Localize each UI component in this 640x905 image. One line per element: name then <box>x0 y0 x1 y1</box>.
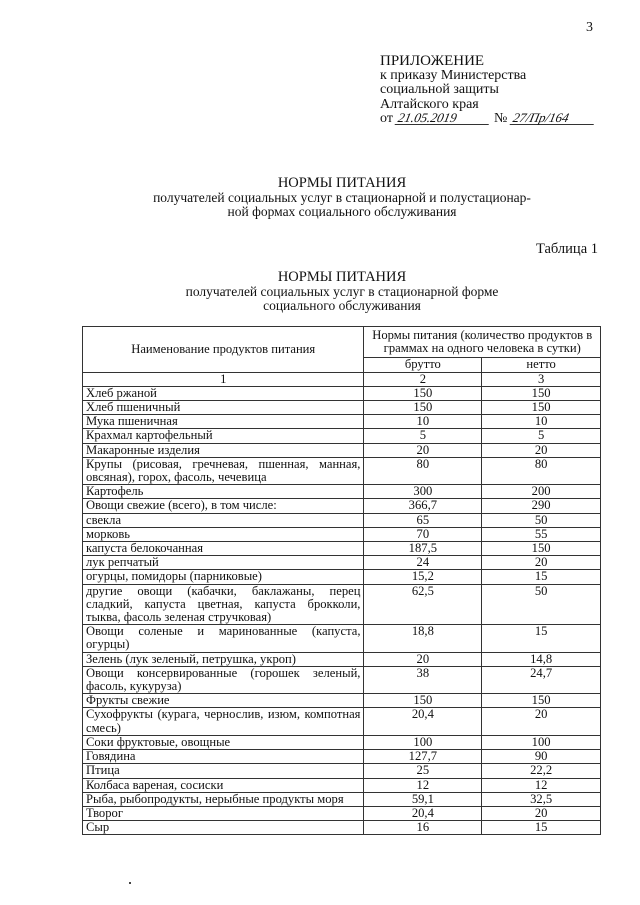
product-name: Крупы (рисовая, гречневая, пшенная, манная, овсяная), горох, фасоль, чечевица <box>83 457 364 484</box>
table-row <box>83 457 601 484</box>
table-row <box>83 429 601 443</box>
product-name: Овощи консервированные (горошек зеленый, фасоль, кукуруза) <box>83 666 364 693</box>
gross-value: 18,8 <box>364 625 482 652</box>
page-number: 3 <box>586 20 593 35</box>
product-name: огурцы, помидоры (парниковые) <box>83 570 364 584</box>
net-value: 150 <box>482 542 601 556</box>
gross-value: 20 <box>364 443 482 457</box>
gross-value: 59,1 <box>364 792 482 806</box>
gross-value: 127,7 <box>364 750 482 764</box>
gross-value: 38 <box>364 666 482 693</box>
net-value: 80 <box>482 457 601 484</box>
product-name: свекла <box>83 513 364 527</box>
header-norms: Нормы питания (количество продуктов в граммах на одного человека в сутки) <box>364 327 601 358</box>
table-row <box>83 556 601 570</box>
gross-value: 20 <box>364 652 482 666</box>
net-value: 50 <box>482 584 601 625</box>
table-row <box>83 386 601 400</box>
net-value: 55 <box>482 527 601 541</box>
appendix-title: ПРИЛОЖЕНИЕ <box>380 53 485 69</box>
net-value: 150 <box>482 401 601 415</box>
table-row <box>83 485 601 499</box>
product-name: Хлеб ржаной <box>83 386 364 400</box>
product-name: Мука пшеничная <box>83 415 364 429</box>
column-number: 3 <box>482 372 601 386</box>
gross-value: 150 <box>364 401 482 415</box>
gross-value: 25 <box>364 764 482 778</box>
gross-value: 187,5 <box>364 542 482 556</box>
table-title: НОРМЫ ПИТАНИЯ <box>277 269 407 285</box>
net-value: 15 <box>482 570 601 584</box>
handwritten-number: 27/Пр/164 <box>509 112 596 125</box>
product-name: Говядина <box>83 750 364 764</box>
net-value: 200 <box>482 485 601 499</box>
net-value: 24,7 <box>482 666 601 693</box>
table-row <box>83 625 601 652</box>
table-row <box>83 415 601 429</box>
table-subtitle-line: социального обслуживания <box>263 298 421 313</box>
main-subtitle-line: получателей социальных услуг в стационарной и полустационар- <box>153 190 531 205</box>
header-gross: брутто <box>364 358 482 372</box>
main-title-block <box>0 176 640 219</box>
table-row <box>83 764 601 778</box>
net-value: 20 <box>482 443 601 457</box>
gross-value: 150 <box>364 694 482 708</box>
table-row <box>83 542 601 556</box>
gross-value: 80 <box>364 457 482 484</box>
gross-value: 300 <box>364 485 482 499</box>
gross-value: 62,5 <box>364 584 482 625</box>
gross-value: 15,2 <box>364 570 482 584</box>
gross-value: 65 <box>364 513 482 527</box>
product-name: Птица <box>83 764 364 778</box>
gross-value: 16 <box>364 821 482 835</box>
product-name: Макаронные изделия <box>83 443 364 457</box>
net-value: 15 <box>482 821 601 835</box>
nutrition-norms-table <box>82 326 601 835</box>
table-row <box>83 513 601 527</box>
table-row <box>83 570 601 584</box>
appendix-line: социальной защиты <box>380 82 499 97</box>
date-prefix: от <box>380 111 393 126</box>
table-row <box>83 584 601 625</box>
gross-value: 20,4 <box>364 708 482 735</box>
table-row <box>83 527 601 541</box>
product-name: Овощи свежие (всего), в том числе: <box>83 499 364 513</box>
table-row <box>83 735 601 749</box>
gross-value: 150 <box>364 386 482 400</box>
net-value: 150 <box>482 386 601 400</box>
product-name: морковь <box>83 527 364 541</box>
gross-value: 70 <box>364 527 482 541</box>
product-name: Хлеб пшеничный <box>83 401 364 415</box>
gross-value: 12 <box>364 778 482 792</box>
gross-value: 10 <box>364 415 482 429</box>
product-name: Фрукты свежие <box>83 694 364 708</box>
net-value: 32,5 <box>482 792 601 806</box>
header-product-name: Наименование продуктов питания <box>83 327 364 373</box>
gross-value: 20,4 <box>364 806 482 820</box>
table-row <box>83 666 601 693</box>
product-name: Зелень (лук зеленый, петрушка, укроп) <box>83 652 364 666</box>
net-value: 90 <box>482 750 601 764</box>
scan-dot <box>129 882 131 884</box>
table-row <box>83 694 601 708</box>
net-value: 12 <box>482 778 601 792</box>
table-subtitle-line: получателей социальных услуг в стационарной форме <box>185 284 499 299</box>
net-value: 20 <box>482 556 601 570</box>
table-label: Таблица 1 <box>535 241 598 257</box>
net-value: 14,8 <box>482 652 601 666</box>
product-name: лук репчатый <box>83 556 364 570</box>
net-value: 290 <box>482 499 601 513</box>
net-value: 20 <box>482 708 601 735</box>
product-name: Крахмал картофельный <box>83 429 364 443</box>
table-title-block <box>0 270 640 313</box>
product-name: Рыба, рыбопродукты, нерыбные продукты моря <box>83 792 364 806</box>
net-value: 22,2 <box>482 764 601 778</box>
product-name: капуста белокочанная <box>83 542 364 556</box>
product-name: Творог <box>83 806 364 820</box>
column-number: 1 <box>83 372 364 386</box>
gross-value: 5 <box>364 429 482 443</box>
product-name: Соки фруктовые, овощные <box>83 735 364 749</box>
net-value: 15 <box>482 625 601 652</box>
product-name: Овощи соленые и маринованные (капуста, огурцы) <box>83 625 364 652</box>
table-row <box>83 806 601 820</box>
net-value: 100 <box>482 735 601 749</box>
order-date-number <box>380 112 595 127</box>
main-title: НОРМЫ ПИТАНИЯ <box>277 175 407 191</box>
net-value: 150 <box>482 694 601 708</box>
gross-value: 24 <box>364 556 482 570</box>
net-value: 10 <box>482 415 601 429</box>
product-name: Картофель <box>83 485 364 499</box>
gross-value: 366,7 <box>364 499 482 513</box>
net-value: 50 <box>482 513 601 527</box>
net-value: 20 <box>482 806 601 820</box>
table-row <box>83 792 601 806</box>
appendix-line: к приказу Министерства <box>380 67 527 83</box>
header-net: нетто <box>482 358 601 372</box>
table-row <box>83 652 601 666</box>
table-row <box>83 443 601 457</box>
table-row <box>83 821 601 835</box>
table-row <box>83 499 601 513</box>
gross-value: 100 <box>364 735 482 749</box>
appendix-block <box>380 54 595 127</box>
table-row <box>83 750 601 764</box>
column-number: 2 <box>364 372 482 386</box>
net-value: 5 <box>482 429 601 443</box>
table-row <box>83 708 601 735</box>
table-row <box>83 778 601 792</box>
product-name: Сыр <box>83 821 364 835</box>
product-name: Колбаса вареная, сосиски <box>83 778 364 792</box>
appendix-line: Алтайского края <box>380 96 479 112</box>
number-prefix: № <box>493 111 508 126</box>
product-name: Сухофрукты (курага, чернослив, изюм, компотная смесь) <box>83 708 364 735</box>
product-name: другие овощи (кабачки, баклажаны, перец сладкий, капуста цветная, капуста брокколи, тыква, фасоль зеленая стручковая) <box>83 584 364 625</box>
handwritten-date: 21.05.2019 <box>395 112 492 125</box>
main-subtitle-line: ной формах социального обслуживания <box>227 204 457 219</box>
table-row <box>83 401 601 415</box>
